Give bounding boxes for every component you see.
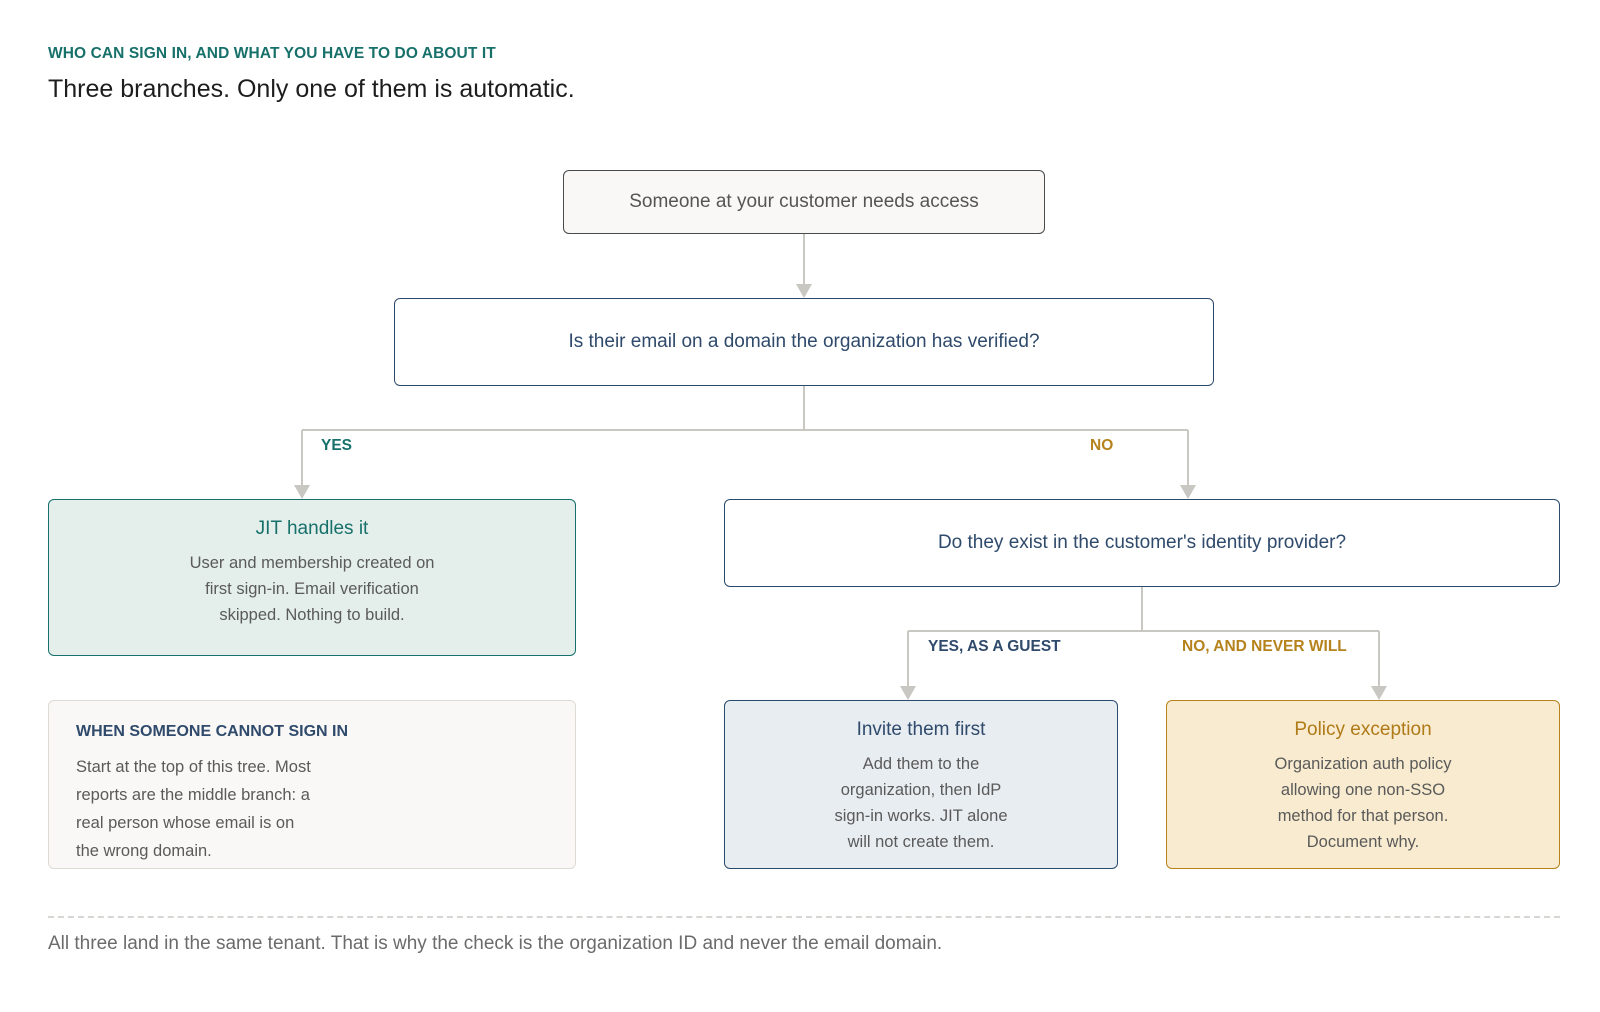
eyebrow-title: WHO CAN SIGN IN, AND WHAT YOU HAVE TO DO ABOUT IT: [48, 45, 496, 62]
dashed-divider: [48, 916, 1560, 918]
start-node: Someone at your customer needs access: [563, 170, 1045, 234]
invite-outcome-body: Add them to the organization, then IdP sign-in works. JIT alone will not create them.: [834, 755, 1008, 851]
jit-outcome-body: User and membership created on first sign-in. Email verification skipped. Nothing to build.: [189, 554, 435, 624]
branch-label-no: NO: [1090, 437, 1114, 454]
page-headline: Three branches. Only one of them is automatic.: [48, 75, 575, 103]
jit-outcome-card: [48, 499, 576, 656]
note-title: WHEN SOMEONE CANNOT SIGN IN: [76, 723, 349, 740]
branch-label-yes-guest: YES, AS A GUEST: [928, 638, 1061, 655]
policy-outcome-card: [1166, 700, 1560, 869]
branch-label-no-never: NO, AND NEVER WILL: [1182, 638, 1347, 655]
branch-label-yes: YES: [321, 437, 353, 454]
note-body: Start at the top of this tree. Most reports are the middle branch: a real person whose email is on the wrong domain.: [76, 758, 311, 860]
footnote: All three land in the same tenant. That is why the check is the organization ID and never the email domain.: [48, 933, 943, 954]
identity-provider-question: Do they exist in the customer's identity provider?: [724, 499, 1560, 587]
policy-outcome-title: Policy exception: [1294, 719, 1432, 740]
invite-outcome-card: [724, 700, 1118, 869]
verified-domain-question: Is their email on a domain the organization has verified?: [394, 298, 1214, 386]
jit-outcome-title: JIT handles it: [255, 518, 369, 539]
policy-outcome-body: Organization auth policy allowing one non-SSO method for that person. Document why.: [1274, 755, 1452, 851]
invite-outcome-title: Invite them first: [856, 719, 986, 740]
troubleshooting-note: [48, 700, 576, 869]
